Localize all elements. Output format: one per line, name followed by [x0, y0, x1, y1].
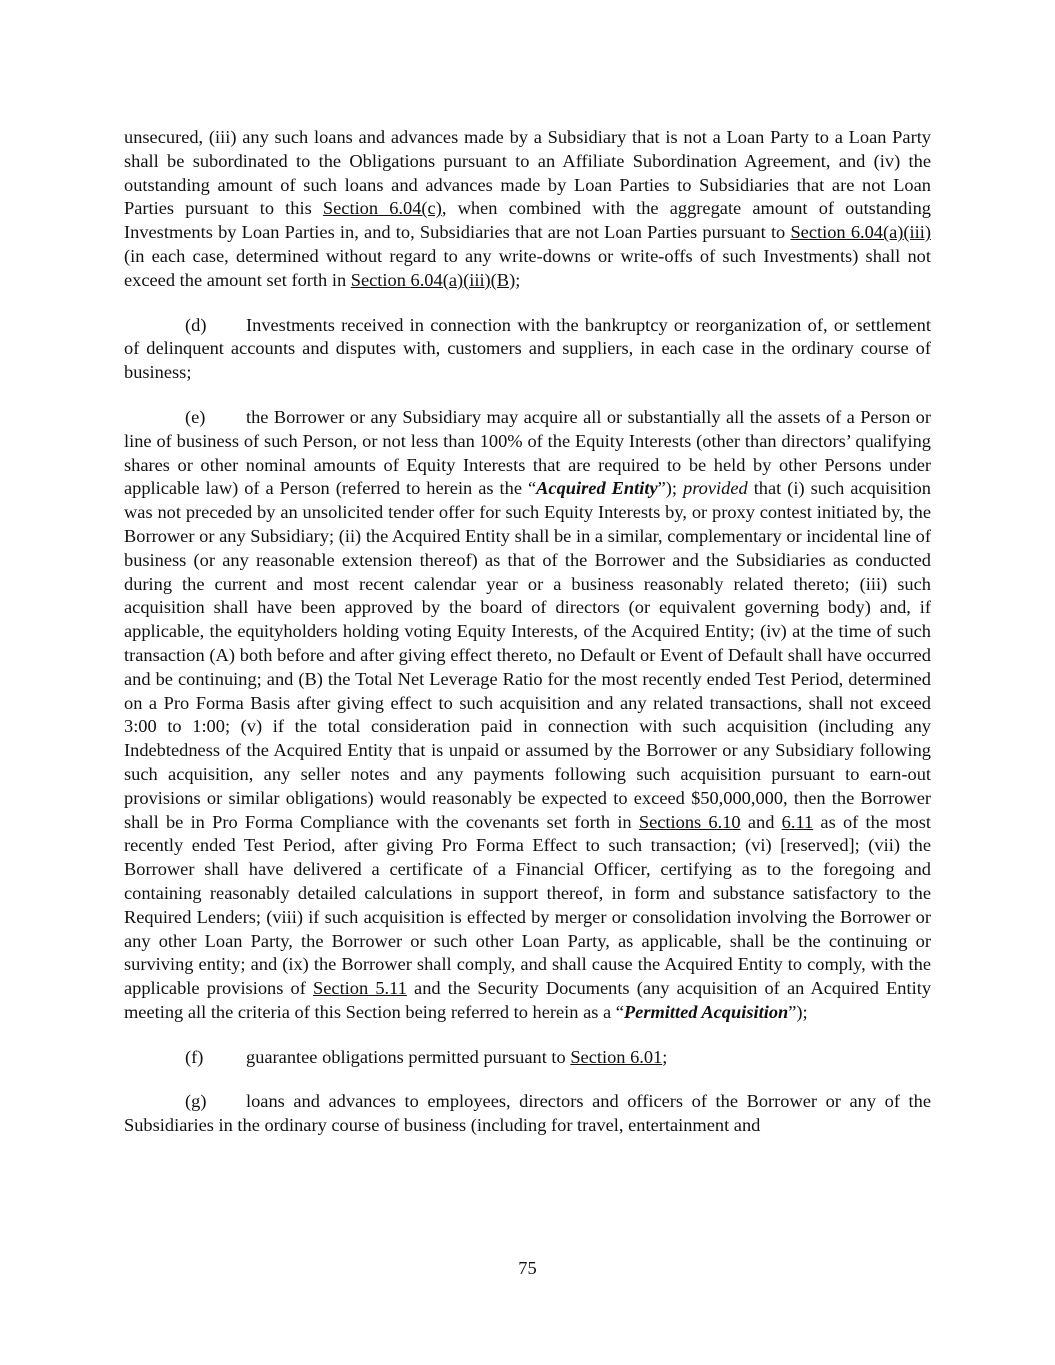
section-reference: Section 6.04(a)(iii)(B) [350, 269, 516, 290]
proviso-word: provided [683, 478, 748, 499]
section-reference: Section 6.04(c) [322, 198, 442, 219]
paragraph-text: and [740, 811, 782, 832]
clause-label: (g) [185, 1091, 207, 1112]
paragraph-text: as of the most recently ended Test Period, after giving Pro Forma Effect to such transaction; (vi) [reserved]; (vii) the Borrower shall have delivered a certificate of a Financial Officer, certifying as to the foregoing and containing reasonably detailed calculations in support thereof, in form and substance satisfactory to the Required Lenders; (viii) if such acquisition is effected by merger or consolidation involving the Borrower or any other Loan Party, the Borrower or such other Loan Party, as applicable, shall be the continuing or surviving entity; and (ix) the Borrower shall comply, and shall cause the Acquired Entity to comply, with the applicable provisions of [124, 811, 931, 999]
paragraph-text: ; [515, 269, 521, 290]
paragraph-f [124, 1046, 931, 1070]
paragraph-text: and the Security Documents (any acquisition of an Acquired Entity meeting all the criteria of this Section being referred to herein as a “ [124, 978, 932, 1022]
defined-term: Acquired Entity [536, 478, 658, 499]
section-reference: Section 6.01 [570, 1046, 663, 1067]
paragraph-text: ; [662, 1046, 668, 1067]
clause-label: (d) [185, 314, 207, 335]
paragraph-text: loans and advances to employees, directors and officers of the Borrower or any of the Subsidiaries in the ordinary course of business (including for travel, entertainment and [124, 1091, 931, 1136]
paragraph-c-continued [124, 126, 931, 293]
paragraph-g [124, 1090, 931, 1138]
paragraph-text: Investments received in connection with the bankruptcy or reorganization of, or settlement of delinquent accounts and disputes with, customers and suppliers, in each case in the ordinary course of business; [124, 314, 931, 383]
paragraph-text: unsecured, (iii) any such loans and advances made by a Subsidiary that is not a Loan Party to a Loan Party shall be subordinated to the Obligations pursuant to an Affiliate Subordination Agreement, and (iv) the outstanding amount of such loans and advances made by Loan Parties to Subsidiaries that are not Loan Parties pursuant to this [124, 127, 931, 219]
paragraph-text: (in each case, determined without regard to any write-downs or write-offs of such Investments) shall not exceed the amount set forth in [124, 245, 931, 290]
paragraph-text: that (i) such acquisition was not preceded by an unsolicited tender offer for such Equity Interests by, or proxy contest initiated by, the Borrower or any Subsidiary; (ii) the Acquired Entity shall be in a similar, complementary or incidental line of business (or any reasonable extension thereof) as that of the Borrower and the Subsidiaries as conducted during the current and most recent calendar year or a business reasonably related thereto; (iii) such acquisition shall have been approved by the board of directors (or equivalent governing body) and, if applicable, the equityholders holding voting Equity Interests, of the Acquired Entity; (iv) at the time of such transaction (A) both before and after giving effect thereto, no Default or Event of Default shall have occurred and be continuing; and (B) the Total Net Leverage Ratio for the most recently ended Test Period, determined on a Pro Forma Basis after giving effect to such acquisition and any related transactions, shall not exceed 3:00 to 1:00; (v) if the total consideration paid in connection with such acquisition (including any Indebtedness of the Acquired Entity that is unpaid or assumed by the Borrower or any Subsidiary following such acquisition, any seller notes and any payments following such acquisition pursuant to earn-out provisions or similar obligations) would reasonably be expected to exceed $50,000,000, then the Borrower shall be in Pro Forma Compliance with the covenants set forth in [124, 478, 931, 832]
section-reference: Section 5.11 [313, 978, 407, 999]
paragraph-e [124, 406, 931, 1025]
document-page [124, 126, 931, 1159]
paragraph-text: guarantee obligations permitted pursuant to [246, 1046, 571, 1067]
paragraph-text: , when combined with the aggregate amount of outstanding Investments by Loan Parties in, and to, Subsidiaries that are not Loan Parties pursuant to [124, 198, 931, 243]
section-reference: Sections 6.10 [638, 811, 741, 832]
section-reference: 6.11 [781, 811, 814, 832]
paragraph-text: ”); [657, 478, 683, 499]
paragraph-text: ”); [788, 1001, 808, 1022]
paragraph-d [124, 314, 931, 385]
page-number: 75 [518, 1258, 537, 1278]
defined-term: Permitted Acquisition [623, 1001, 789, 1022]
clause-label: (e) [185, 406, 206, 427]
section-reference: Section 6.04(a)(iii) [790, 222, 931, 243]
clause-label: (f) [185, 1046, 204, 1067]
paragraph-text: the Borrower or any Subsidiary may acquire all or substantially all the assets of a Person or line of business of such Person, or not less than 100% of the Equity Interests (other than directors’ qualifying shares or other nominal amounts of Equity Interests that are required to be held by other Persons under applicable law) of a Person (referred to herein as the “ [124, 406, 931, 499]
